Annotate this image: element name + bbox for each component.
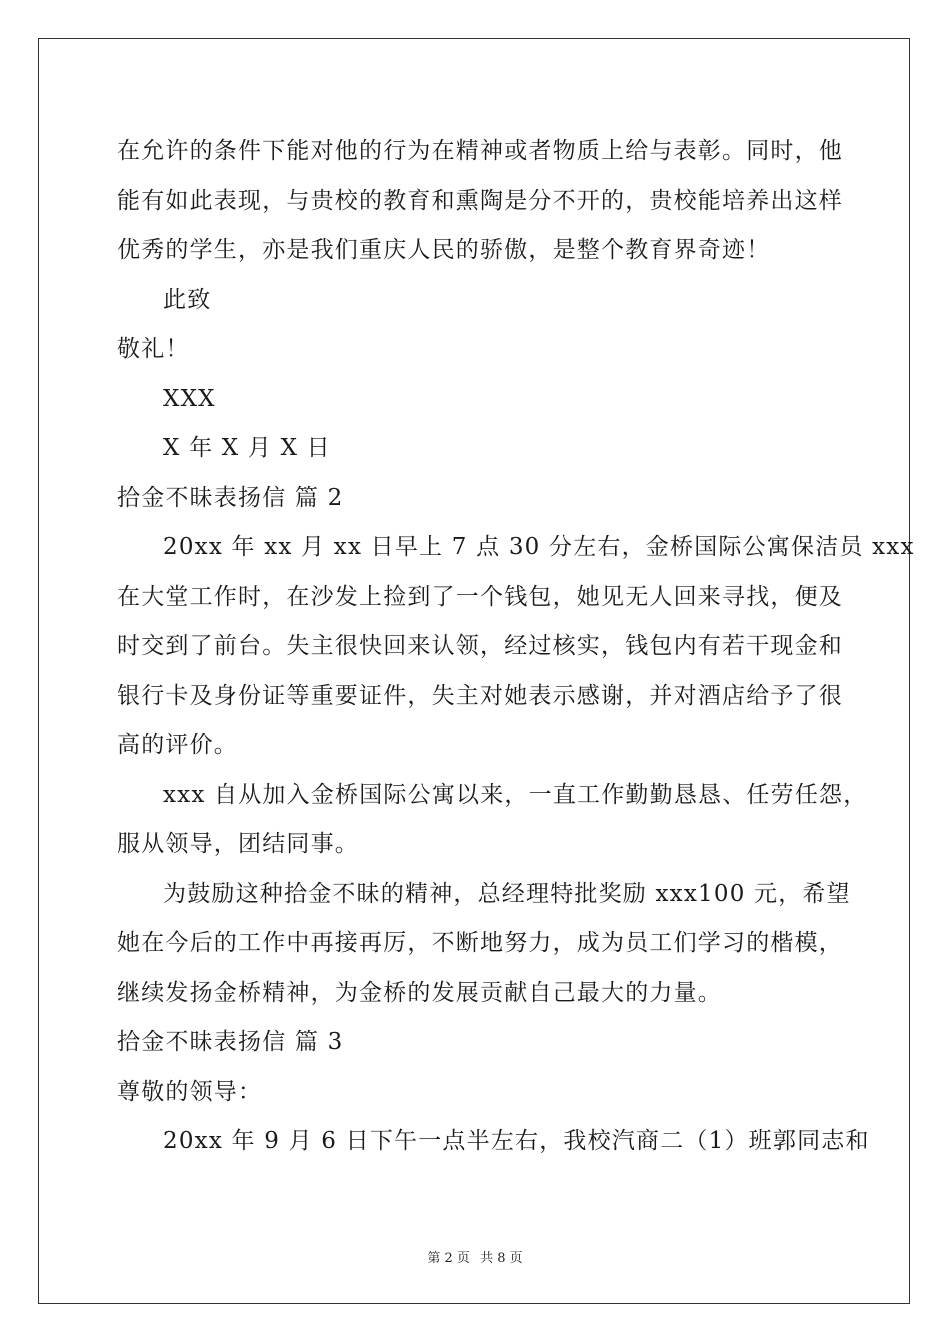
page-number: 第 2 页: [427, 1251, 470, 1266]
text-line: 继续发扬金桥精神，为金桥的发展贡献自己最大的力量。: [117, 979, 722, 1006]
text-line: 她在今后的工作中再接再厉，不断地努力，成为员工们学习的楷模，: [117, 930, 843, 956]
text-line: 此致: [163, 286, 212, 313]
text-line: 拾金不昧表扬信 篇 2: [117, 484, 344, 511]
text-line: 20xx 年 xx 月 xx 日早上 7 点 30 分左右，金桥国际公寓保洁员 xxx: [163, 534, 915, 560]
text-line: 在允许的条件下能对他的行为在精神或者物质上给与表彰。同时，他: [117, 138, 843, 164]
text-line: xxx 自从加入金桥国际公寓以来，一直工作勤勤恳恳、任劳任怨，: [163, 781, 868, 808]
text-line: XXX: [163, 385, 216, 412]
text-line: 高的评价。: [117, 732, 238, 758]
text-line: 敬礼！: [117, 336, 190, 362]
text-line: 为鼓励这种拾金不昧的精神，总经理特批奖励 xxx100 元，希望: [163, 880, 851, 907]
text-line: X 年 X 月 X 日: [163, 435, 331, 461]
text-line: 优秀的学生，亦是我们重庆人民的骄傲，是整个教育界奇迹！: [117, 237, 771, 263]
text-line: 20xx 年 9 月 6 日下午一点半左右，我校汽商二（1）班郭同志和: [163, 1128, 870, 1154]
document-body: [117, 127, 915, 1167]
text-line: 拾金不昧表扬信 篇 3: [117, 1029, 344, 1055]
page-total: 共 8 页: [480, 1251, 523, 1266]
text-line: 能有如此表现，与贵校的教育和熏陶是分不开的，贵校能培养出这样: [117, 187, 843, 214]
text-line: 银行卡及身份证等重要证件，失主对她表示感谢，并对酒店给予了很: [117, 682, 843, 709]
page-footer: [0, 1247, 950, 1266]
text-line: 在大堂工作时，在沙发上捡到了一个钱包，她见无人回来寻找，便及: [117, 583, 843, 610]
text-line: 服从领导，团结同事。: [117, 831, 359, 857]
text-line: 尊敬的领导：: [117, 1078, 263, 1105]
text-line: 时交到了前台。失主很快回来认领，经过核实，钱包内有若干现金和: [117, 633, 843, 659]
